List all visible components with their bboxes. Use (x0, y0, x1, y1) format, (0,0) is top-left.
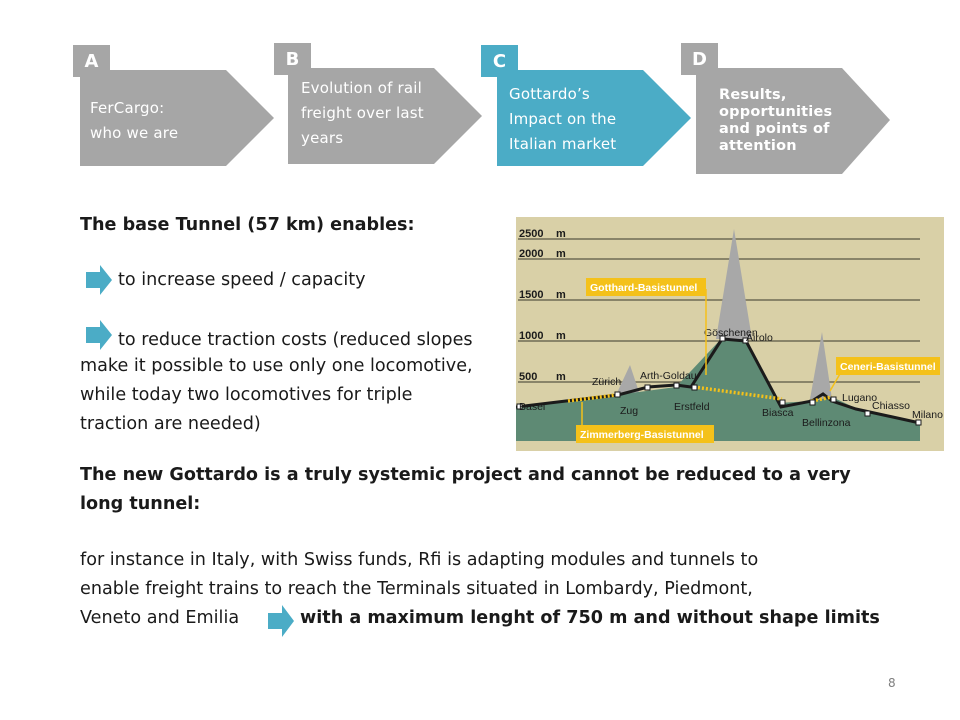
gotthard-label: Gotthard-Basistunnel (590, 282, 698, 294)
step-c-line: Impact on the (509, 110, 617, 128)
step-c (497, 68, 691, 168)
arrow-right-icon (84, 320, 114, 350)
step-d-line: Results, (719, 87, 787, 103)
step-d-badge: D (681, 43, 718, 75)
step-b-badge: B (274, 43, 311, 75)
step-a (80, 68, 274, 168)
max-length-highlight: with a maximum lenght of 750 m and without shape limits (300, 608, 880, 628)
altitude-label: 500 (519, 371, 538, 383)
altitude-unit: m (556, 330, 566, 342)
step-a-line: who we are (90, 124, 179, 142)
italy-paragraph: for instance in Italy, with Swiss funds, Rfi is adapting modules and tunnels to (80, 550, 759, 570)
station-marker (831, 397, 836, 402)
station-label: Erstfeld (674, 401, 710, 413)
systemic-heading: The new Gottardo is a truly systemic project and cannot be reduced to a very (80, 465, 851, 485)
bullet-traction-costs: to reduce traction costs (reduced slopes (118, 330, 473, 350)
step-b-line: Evolution of rail (301, 79, 423, 97)
station-label: Arth-Goldau (640, 370, 697, 382)
altitude-unit: m (556, 228, 566, 240)
altitude-unit: m (556, 371, 566, 383)
station-label: Biasca (762, 407, 794, 419)
station-label: Lugano (842, 392, 878, 404)
arrow-right-icon (84, 265, 114, 295)
altitude-unit: m (556, 289, 566, 301)
italy-paragraph-line: Veneto and Emilia (80, 608, 240, 628)
station-label: Chiasso (872, 400, 910, 412)
bullet-traction-line: traction are needed) (80, 414, 261, 434)
station-label: Basel (519, 401, 546, 413)
station-marker (780, 400, 785, 405)
step-d (696, 66, 890, 176)
step-a-badge: A (73, 45, 110, 77)
station-label: Zürich (592, 376, 622, 388)
step-c-badge: C (481, 45, 518, 77)
step-b-line: years (301, 129, 344, 147)
step-b (288, 66, 482, 166)
station-marker (645, 385, 650, 390)
arrow-right-icon (266, 605, 296, 637)
station-marker (692, 385, 697, 390)
alptransit-profile-figure (516, 217, 944, 451)
tunnel-heading: The base Tunnel (57 km) enables: (80, 215, 415, 235)
step-c-line: Gottardo’s (509, 85, 590, 103)
station-marker (865, 411, 870, 416)
step-b-line: freight over last (301, 104, 424, 122)
altitude-label: 1000 (519, 330, 544, 342)
systemic-heading-line: long tunnel: (80, 494, 201, 514)
bullet-speed-capacity: to increase speed / capacity (118, 270, 366, 290)
station-marker (615, 392, 620, 397)
station-label: Zug (620, 405, 639, 417)
italy-paragraph-line: enable freight trains to reach the Terminals situated in Lombardy, Piedmont, (80, 579, 753, 599)
altitude-label: 2000 (519, 248, 544, 260)
station-label: Bellinzona (802, 417, 851, 429)
page-number: 8 (888, 676, 896, 690)
altitude-label: 1500 (519, 289, 544, 301)
bullet-traction-line: make it possible to use only one locomotive, (80, 356, 473, 376)
station-marker (674, 383, 679, 388)
altitude-unit: m (556, 248, 566, 260)
step-c-line: Italian market (509, 135, 617, 153)
station-marker (810, 400, 815, 405)
step-a-line: FerCargo: (90, 99, 165, 117)
ceneri-label: Ceneri-Basistunnel (840, 361, 936, 373)
bullet-traction-line: while today two locomotives for triple (80, 385, 413, 405)
station-label: Milano (912, 409, 943, 421)
step-d-line: and points of (719, 121, 830, 137)
step-d-line: attention (719, 138, 797, 154)
zimmerberg-label: Zimmerberg-Basistunnel (580, 429, 704, 441)
altitude-label: 2500 (519, 228, 544, 240)
step-d-line: opportunities (719, 104, 833, 120)
station-label: Airolo (746, 332, 773, 344)
station-label: Göschenen (704, 327, 758, 339)
